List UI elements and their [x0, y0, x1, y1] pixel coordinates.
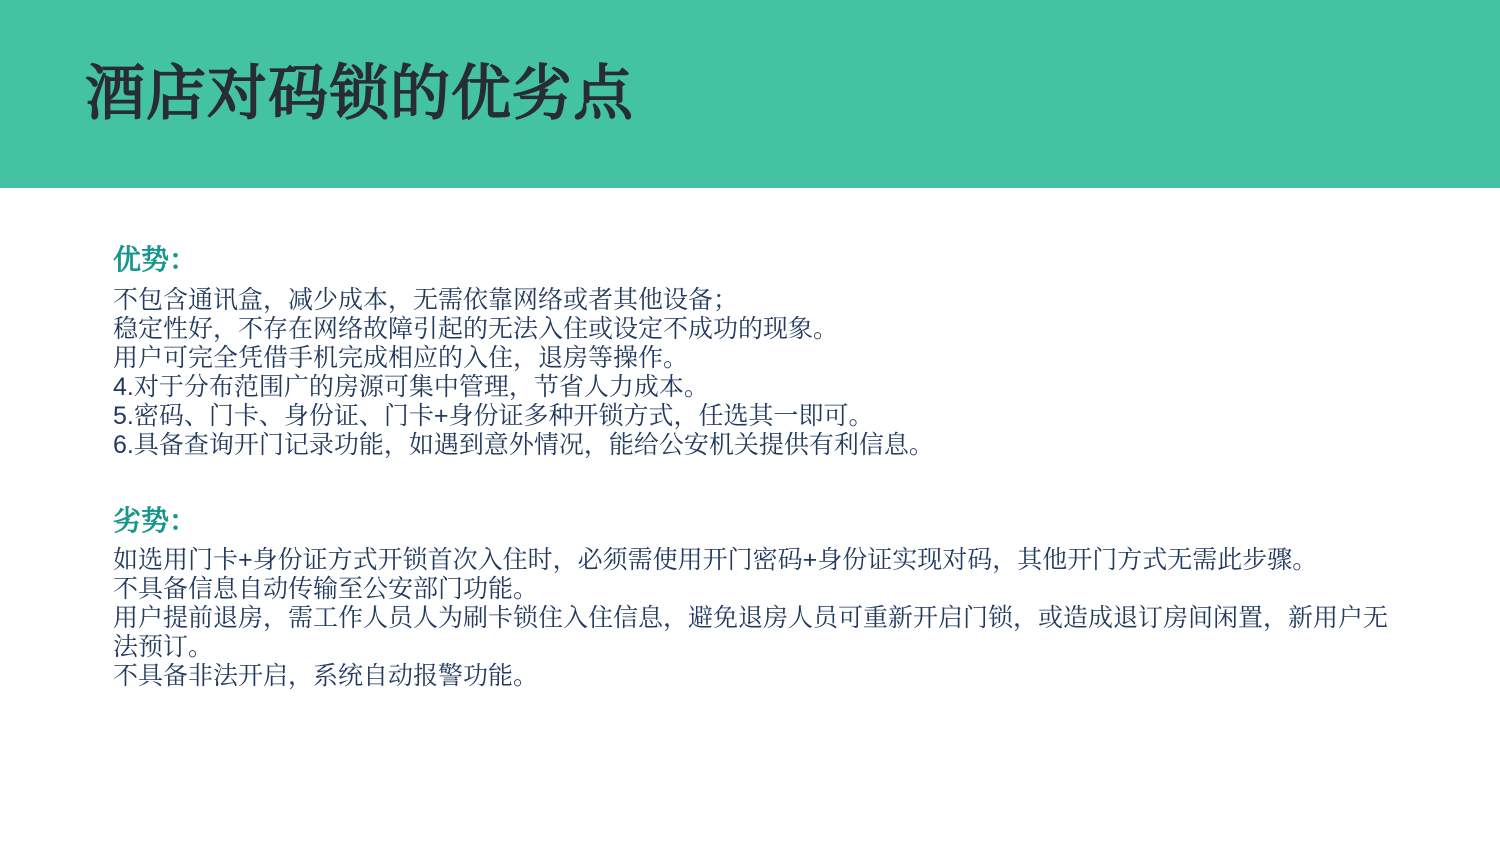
advantage-item: 5.密码、门卡、身份证、门卡+身份证多种开锁方式，任选其一即可。	[113, 401, 874, 430]
disadvantages-heading: 劣势：	[113, 504, 198, 536]
slide-header-band	[0, 0, 1500, 188]
advantage-item: 6.具备查询开门记录功能，如遇到意外情况，能给公安机关提供有利信息。	[113, 430, 934, 459]
disadvantage-item: 如选用门卡+身份证方式开锁首次入住时，必须需使用开门密码+身份证实现对码，其他开门方式无需此步骤。	[113, 546, 1318, 575]
advantages-heading: 优势：	[113, 244, 198, 275]
slide-body	[0, 188, 1500, 691]
advantages-section	[113, 243, 1403, 460]
disadvantage-item: 不具备非法开启，系统自动报警功能。	[113, 662, 539, 691]
disadvantage-item: 用户提前退房，需工作人员人为刷卡锁住入住信息，避免退房人员可重新开启门锁，或造成退订房间闲置，新用户无法预订。	[113, 604, 1389, 662]
disadvantage-item: 不具备信息自动传输至公安部门功能。	[113, 575, 539, 604]
advantage-item: 稳定性好，不存在网络故障引起的无法入住或设定不成功的现象。	[113, 314, 839, 343]
advantage-item: 用户可完全凭借手机完成相应的入住，退房等操作。	[113, 343, 689, 372]
advantage-item: 不包含通讯盒，减少成本，无需依靠网络或者其他设备；	[113, 285, 739, 314]
slide-title: 酒店对码锁的优劣点	[85, 60, 634, 127]
disadvantages-section	[113, 504, 1403, 692]
advantage-item: 4.对于分布范围广的房源可集中管理，节省人力成本。	[113, 372, 709, 401]
